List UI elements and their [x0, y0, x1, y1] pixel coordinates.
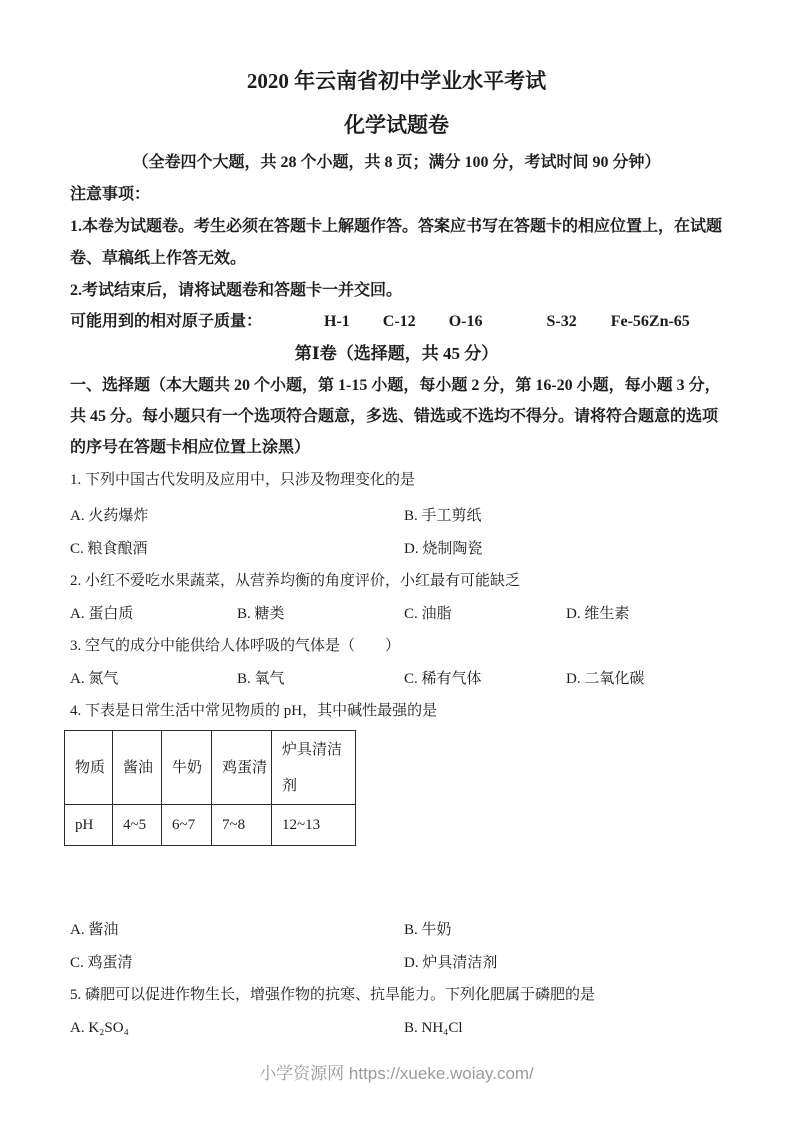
question-5-option-a: A. K₂SO₄	[70, 1020, 129, 1036]
footer-watermark	[0, 1062, 793, 1086]
question-4-option-c: C. 鸡蛋清	[70, 955, 133, 971]
table-cell: 4~5	[113, 805, 162, 846]
notice-line-3: 2.考试结束后，请将试题卷和答题卡一并交回。	[70, 282, 403, 299]
table-cell: 7~8	[212, 805, 272, 846]
question-5-stem: 5. 磷肥可以促进作物生长，增强作物的抗寒、抗旱能力。下列化肥属于磷肥的是	[70, 987, 596, 1003]
question-3-option-b: B. 氧气	[237, 671, 285, 687]
question-3-option-c: C. 稀有气体	[404, 671, 482, 687]
section1-intro-line-3: 的序号在答题卡相应位置上涂黑）	[70, 439, 311, 456]
atomic-mass-s: S-32	[546, 313, 577, 330]
question-2-option-b: B. 糖类	[237, 606, 285, 622]
table-cell: pH	[65, 805, 113, 846]
question-1-options-row-1	[70, 506, 723, 527]
atomic-mass-zn: Zn-65	[648, 313, 690, 330]
notice-line-1: 1.本卷为试题卷。考生必须在答题卡上解题作答。答案应书写在答题卡的相应位置上，在试题	[70, 218, 723, 235]
question-1-option-c: C. 粮食酿酒	[70, 541, 148, 557]
question-1-option-a: A. 火药爆炸	[70, 508, 149, 524]
question-4-options-row-1	[70, 920, 723, 941]
section1-intro-line-1: 一、选择题（本大题共 20 个小题，第 1-15 小题，每小题 2 分，第 16-20 小题，每小题 3 分，	[70, 377, 721, 394]
question-2-option-c: C. 油脂	[404, 606, 452, 622]
table-cell: 鸡蛋清	[212, 731, 272, 805]
question-5-option-b: B. NH₄Cl	[404, 1020, 463, 1036]
atomic-mass-h: H-1	[324, 313, 350, 330]
atomic-mass-o: O-16	[448, 313, 483, 330]
atomic-mass-fe: Fe-56	[610, 313, 649, 330]
table-cell: 炉具清洁剂	[272, 731, 356, 805]
atomic-masses-label: 可能用到的相对原子质量：	[70, 313, 263, 330]
table-cell: 12~13	[272, 805, 356, 846]
question-2-stem: 2. 小红不爱吃水果蔬菜，从营养均衡的角度评价，小红最有可能缺乏	[70, 573, 521, 589]
exam-subtitle: 化学试题卷	[344, 113, 449, 137]
ph-table-ph-row	[65, 805, 356, 846]
section1-intro-line-2: 共 45 分。每小题只有一个选项符合题意，多选、错选或不选均不得分。请将符合题意的选项	[70, 408, 719, 425]
question-3-stem: 3. 空气的成分中能供给人体呼吸的气体是（ ）	[70, 638, 401, 654]
footer-site-link[interactable]: 小学资源网 https://xueke.woiay.com/	[259, 1064, 534, 1083]
question-4-stem: 4. 下表是日常生活中常见物质的 pH，其中碱性最强的是	[70, 703, 438, 719]
table-cell: 6~7	[162, 805, 212, 846]
question-3-options-row	[70, 669, 723, 690]
exam-content	[0, 66, 793, 1039]
question-5-options-row	[70, 1018, 723, 1039]
question-2-option-d: D. 维生素	[566, 606, 630, 622]
question-1-option-d: D. 烧制陶瓷	[404, 541, 483, 557]
atomic-mass-c: C-12	[382, 313, 416, 330]
question-4-option-a: A. 酱油	[70, 922, 119, 938]
ph-table	[64, 730, 356, 846]
notices-heading: 注意事项：	[70, 186, 151, 203]
atomic-masses-line	[70, 311, 723, 333]
question-2-options-row	[70, 604, 723, 625]
question-4-option-d: D. 炉具清洁剂	[404, 955, 498, 971]
section1-heading: 第Ⅰ卷（选择题，共 45 分）	[294, 344, 499, 363]
question-1-options-row-2	[70, 539, 723, 560]
question-1-option-b: B. 手工剪纸	[404, 508, 482, 524]
ph-table-substance-row	[65, 731, 356, 805]
question-3-option-a: A. 氮气	[70, 671, 119, 687]
table-cell: 物质	[65, 731, 113, 805]
table-cell: 酱油	[113, 731, 162, 805]
exam-info-line: （全卷四个大题，共 28 个小题，共 8 页；满分 100 分，考试时间 90 分钟）	[132, 154, 661, 171]
table-cell: 牛奶	[162, 731, 212, 805]
question-4-option-b: B. 牛奶	[404, 922, 452, 938]
question-1-stem: 1. 下列中国古代发明及应用中，只涉及物理变化的是	[70, 472, 416, 488]
notice-line-2: 卷、草稿纸上作答无效。	[70, 250, 247, 267]
question-4-options-row-2	[70, 953, 723, 974]
question-3-option-d: D. 二氧化碳	[566, 671, 645, 687]
question-2-option-a: A. 蛋白质	[70, 606, 134, 622]
exam-title: 2020 年云南省初中学业水平考试	[246, 69, 547, 93]
